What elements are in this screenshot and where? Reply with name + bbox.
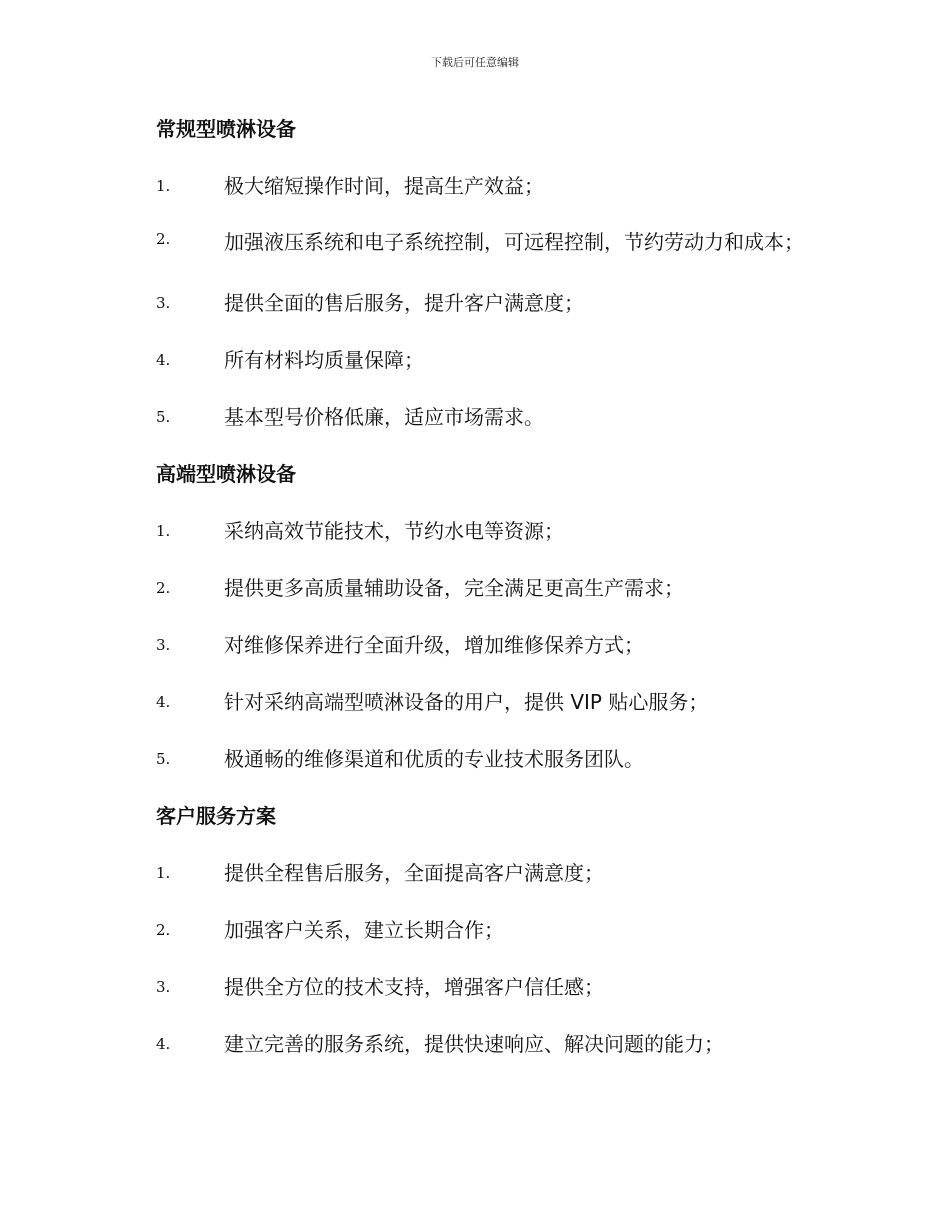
item-number: 4. bbox=[156, 1035, 171, 1053]
document-body bbox=[113, 110, 813, 1082]
list-item bbox=[113, 512, 813, 550]
list-item bbox=[113, 683, 813, 721]
list-item bbox=[113, 398, 813, 436]
section-title: 客户服务方案 bbox=[156, 804, 276, 828]
list-item bbox=[113, 911, 813, 949]
item-text: 提供全面的售后服务，提升客户满意度； bbox=[224, 291, 584, 315]
list-item bbox=[113, 220, 813, 265]
item-text: 所有材料均质量保障； bbox=[224, 348, 424, 372]
item-text: 基本型号价格低廉，适应市场需求。 bbox=[224, 405, 544, 429]
section-title: 高端型喷淋设备 bbox=[156, 462, 296, 486]
item-text: 提供更多高质量辅助设备，完全满足更高生产需求； bbox=[224, 576, 684, 600]
header-note: 下载后可任意编辑 bbox=[431, 56, 519, 69]
section-title: 常规型喷淋设备 bbox=[156, 117, 296, 141]
list-item bbox=[113, 284, 813, 322]
item-number: 4. bbox=[156, 693, 171, 711]
item-text: 对维修保养进行全面升级，增加维修保养方式； bbox=[224, 633, 644, 657]
item-number: 5. bbox=[156, 750, 171, 768]
item-text: 提供全方位的技术支持，增强客户信任感； bbox=[224, 975, 604, 999]
item-number: 1. bbox=[156, 864, 171, 882]
item-number: 2. bbox=[156, 579, 171, 597]
item-text: 采纳高效节能技术，节约水电等资源； bbox=[224, 519, 564, 543]
list-item bbox=[113, 740, 813, 778]
item-number: 2. bbox=[156, 230, 171, 248]
list-item bbox=[113, 626, 813, 664]
list-item bbox=[113, 167, 813, 205]
item-text: 加强客户关系，建立长期合作； bbox=[224, 918, 504, 942]
list-item bbox=[113, 1025, 813, 1063]
item-text: 极大缩短操作时间，提高生产效益； bbox=[224, 174, 544, 198]
list-item bbox=[113, 569, 813, 607]
item-number: 4. bbox=[156, 351, 171, 369]
item-text: 加强液压系统和电子系统控制，可远程控制，节约劳动力和成本； bbox=[224, 230, 804, 254]
section-conventional bbox=[113, 110, 813, 436]
item-number: 1. bbox=[156, 522, 171, 540]
item-text: 针对采纳高端型喷淋设备的用户，提供 VIP 贴心服务； bbox=[224, 690, 709, 714]
item-text: 极通畅的维修渠道和优质的专业技术服务团队。 bbox=[224, 747, 644, 771]
item-text: 建立完善的服务系统，提供快速响应、解决问题的能力； bbox=[224, 1032, 724, 1056]
section-high-end bbox=[113, 455, 813, 778]
item-text: 提供全程售后服务，全面提高客户满意度； bbox=[224, 861, 604, 885]
item-number: 1. bbox=[156, 177, 171, 195]
list-item bbox=[113, 854, 813, 892]
item-number: 3. bbox=[156, 636, 171, 654]
item-number: 3. bbox=[156, 978, 171, 996]
item-number: 2. bbox=[156, 921, 171, 939]
item-number: 5. bbox=[156, 408, 171, 426]
list-item bbox=[113, 341, 813, 379]
item-number: 3. bbox=[156, 294, 171, 312]
section-customer-service bbox=[113, 797, 813, 1063]
list-item bbox=[113, 968, 813, 1006]
